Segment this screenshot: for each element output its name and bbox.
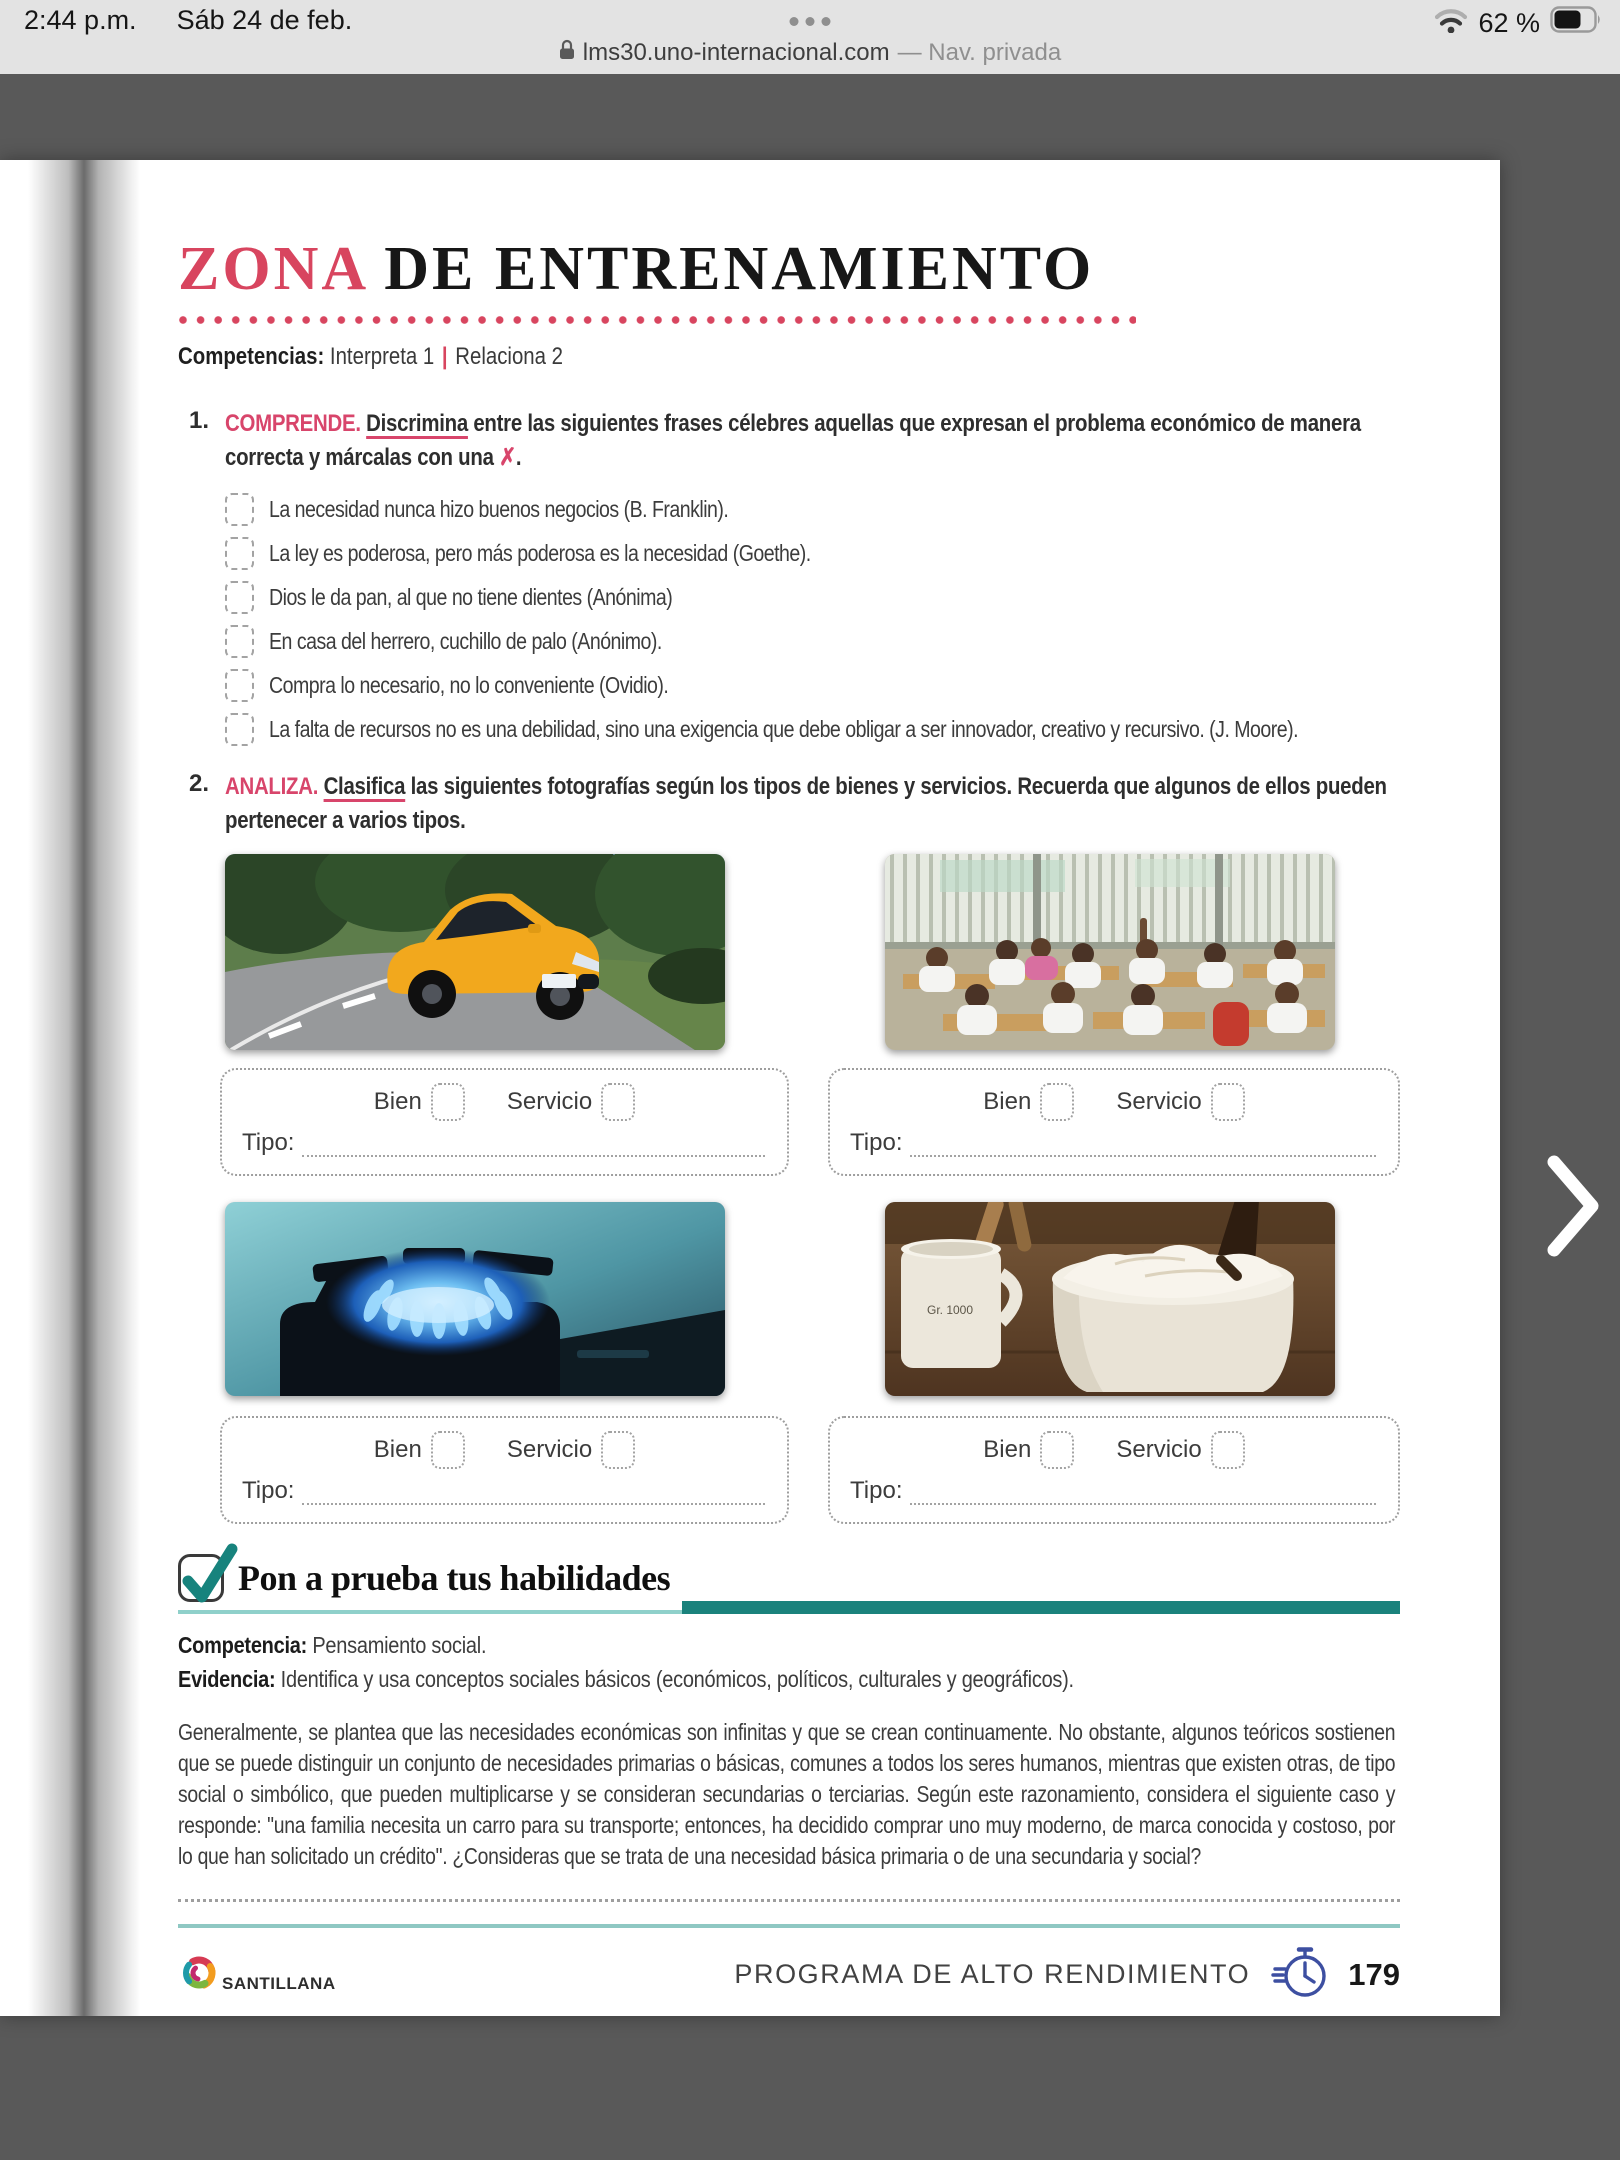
classification-row-1 — [178, 1068, 1400, 1176]
status-right — [1434, 6, 1602, 40]
competencia-1: Interpreta 1 — [329, 343, 435, 371]
tipo-row — [850, 1477, 1376, 1505]
private-browsing-label: — Nav. privada — [897, 39, 1062, 66]
activity-2-number: 2. — [189, 770, 210, 798]
tipo-label: Tipo: — [242, 1128, 295, 1156]
status-time: 2:44 p.m. — [24, 5, 137, 35]
bien-label: Bien — [373, 1087, 422, 1115]
tipo-label: Tipo: — [850, 1128, 903, 1156]
classification-card-flour — [828, 1416, 1400, 1524]
brand-name: SANTILLANA — [222, 1974, 336, 1994]
quote-row — [178, 494, 1400, 524]
page-footer — [178, 1948, 1400, 2002]
stopwatch-icon — [1270, 1945, 1328, 2004]
classification-card-classroom — [828, 1068, 1400, 1176]
red-dotted-rule — [178, 314, 1136, 326]
servicio-checkbox[interactable] — [1211, 1083, 1245, 1121]
skills-title: Pon a prueba tus habilidades — [238, 1557, 671, 1598]
activity-1-instruction: entre las siguientes frases célebres aquellas que expresan el problema económico de manera correcta y márcalas con una — [225, 410, 1361, 471]
evidencia-value: Identifica y usa conceptos sociales básicos (económicos, políticos, culturales y geográficos). — [280, 1665, 1074, 1692]
quotes-checklist — [178, 494, 1400, 744]
skills-paragraph: Generalmente, se plantea que las necesidades económicas son infinitas y que se crean continuamente. No obstante, algunos teóricos sostienen que se puede distinguir un conjunto de necesidades primarias o básicas, comunes a todos los seres humanos, mientras que existen otras, de tipo social o simbólico, que pueden multiplicarse y se consideran secundarias o terciarias. Según este razonamiento, considera el siguiente caso y responde: "una familia necesita un carro para su transporte; entonces, ha decidido comprar uno muy moderno, de marca conocida y costoso, por lo que han solicitado un crédito". ¿Consideras que se trata de una necesidad básica primaria o de una secundaria y social? — [178, 1718, 1396, 1869]
x-mark-period: . — [515, 443, 522, 471]
tipo-label: Tipo: — [242, 1476, 295, 1504]
answer-write-line[interactable] — [178, 1896, 1400, 1902]
servicio-checkbox[interactable] — [1211, 1431, 1245, 1469]
quote-checkbox-3[interactable] — [225, 581, 254, 614]
photo-row-2 — [178, 1202, 1400, 1396]
quote-row — [178, 538, 1400, 568]
check-icon — [178, 1554, 224, 1602]
bien-checkbox[interactable] — [1040, 1083, 1074, 1121]
photo-flour-bowl — [885, 1202, 1335, 1396]
publisher-brand — [178, 1949, 336, 2000]
competencias-label: Competencias: — [178, 343, 325, 371]
competencia-line — [178, 1632, 1394, 1659]
page-title-rest: DE ENTRENAMIENTO — [365, 235, 1095, 303]
wifi-icon — [1434, 7, 1468, 40]
tipo-row — [242, 1129, 765, 1157]
status-date: Sáb 24 de feb. — [176, 5, 353, 35]
activity-2-verb: ANALIZA. — [225, 773, 319, 801]
card-options — [830, 1083, 1398, 1121]
bien-label: Bien — [373, 1435, 422, 1463]
activity-1-number: 1. — [189, 407, 210, 435]
quote-row — [178, 626, 1400, 656]
classification-card-stove — [220, 1416, 789, 1524]
tipo-row — [242, 1477, 765, 1505]
bien-label: Bien — [983, 1087, 1032, 1115]
activity-1-underlined: Discrimina — [366, 410, 468, 438]
bien-label: Bien — [983, 1435, 1032, 1463]
quote-text-6: La falta de recursos no es una debilidad, sino una exigencia que debe obligar a ser innovador, creativo y recursivo. (J. Moore). — [269, 715, 1299, 742]
footer-teal-rule — [178, 1924, 1400, 1928]
footer-right — [734, 1945, 1400, 2004]
quote-checkbox-2[interactable] — [225, 537, 254, 570]
page-number: 179 — [1348, 1956, 1400, 1992]
activity-2-instruction: las siguientes fotografías según los tipos de bienes y servicios. Recuerda que algunos de ellos pueden pertenecer a varios tipos. — [225, 773, 1387, 835]
activity-2-heading — [178, 770, 1400, 837]
photo-row-1 — [178, 854, 1400, 1050]
quote-text-3: Dios le da pan, al que no tiene dientes (Anónima) — [269, 583, 673, 610]
tipo-answer-line[interactable] — [302, 1477, 765, 1505]
servicio-checkbox[interactable] — [601, 1083, 635, 1121]
page-title — [178, 235, 1400, 303]
tipo-answer-line[interactable] — [910, 1129, 1376, 1157]
quote-text-5: Compra lo necesario, no lo conveniente (Ovidio). — [269, 671, 669, 698]
servicio-label: Servicio — [1116, 1087, 1202, 1115]
skills-section-header — [178, 1554, 1400, 1614]
card-options — [222, 1083, 787, 1121]
activity-2-underlined: Clasifica — [323, 773, 406, 801]
skills-title-group — [178, 1554, 682, 1614]
teal-header-bar — [682, 1601, 1400, 1614]
activity-1-heading — [178, 407, 1400, 474]
evidencia-label: Evidencia: — [178, 1665, 276, 1692]
activity-1-text — [225, 407, 1395, 474]
quote-checkbox-4[interactable] — [225, 625, 254, 658]
x-mark: ✗ — [499, 443, 516, 471]
bien-checkbox[interactable] — [1040, 1431, 1074, 1469]
activity-1-verb: COMPRENDE. — [225, 410, 361, 438]
card-options — [222, 1431, 787, 1469]
textbook-page — [0, 160, 1500, 2016]
tipo-answer-line[interactable] — [302, 1129, 765, 1157]
quote-row — [178, 582, 1400, 612]
quote-row — [178, 714, 1400, 744]
status-left — [24, 5, 352, 36]
servicio-label: Servicio — [1116, 1435, 1202, 1463]
activity-2-text — [225, 770, 1395, 837]
bien-checkbox[interactable] — [431, 1431, 465, 1469]
photo-gas-stove — [225, 1202, 725, 1396]
bien-checkbox[interactable] — [431, 1083, 465, 1121]
quote-row — [178, 670, 1400, 700]
servicio-checkbox[interactable] — [601, 1431, 635, 1469]
url-domain: lms30.uno-internacional.com — [582, 39, 890, 66]
battery-percent-label: 62 % — [1478, 7, 1540, 38]
santillana-logo-icon — [178, 1949, 220, 2000]
quote-checkbox-5[interactable] — [225, 669, 254, 702]
competencia-2: Relaciona 2 — [455, 343, 563, 371]
multitask-handle-icon[interactable] — [790, 17, 831, 26]
servicio-label: Servicio — [506, 1435, 593, 1463]
lock-icon — [559, 39, 575, 67]
classification-row-2 — [178, 1416, 1400, 1524]
tipo-answer-line[interactable] — [910, 1477, 1376, 1505]
page-title-accent: ZONA — [178, 235, 366, 303]
quote-text-2: La ley es poderosa, pero más poderosa es la necesidad (Goethe). — [269, 539, 811, 566]
quote-checkbox-6[interactable] — [225, 713, 254, 746]
tipo-label: Tipo: — [850, 1476, 903, 1504]
quote-text-1: La necesidad nunca hizo buenos negocios (B. Franklin). — [269, 495, 729, 522]
competencia-label: Competencia: — [178, 1631, 308, 1658]
program-label: PROGRAMA DE ALTO RENDIMIENTO — [734, 1959, 1251, 1990]
page-content — [178, 160, 1400, 2002]
next-page-button[interactable] — [1542, 1150, 1604, 1262]
status-bar — [0, 0, 1620, 74]
competencias-line — [178, 343, 1394, 371]
servicio-label: Servicio — [506, 1087, 593, 1115]
card-options — [830, 1431, 1398, 1469]
photo-classroom — [885, 854, 1335, 1050]
svg-text:Gr. 1000: Gr. 1000 — [927, 1302, 974, 1317]
quote-checkbox-1[interactable] — [225, 493, 254, 526]
quote-text-4: En casa del herrero, cuchillo de palo (Anónimo). — [269, 627, 662, 654]
page-curl-shadow — [28, 160, 140, 2016]
evidencia-line — [178, 1666, 1394, 1693]
competencia-value: Pensamiento social. — [312, 1631, 487, 1658]
classification-card-car — [220, 1068, 789, 1176]
tipo-row — [850, 1129, 1376, 1157]
address-bar[interactable] — [0, 39, 1620, 67]
battery-icon — [1550, 6, 1602, 40]
photo-yellow-car — [225, 854, 725, 1050]
competencias-separator: | — [441, 343, 448, 371]
